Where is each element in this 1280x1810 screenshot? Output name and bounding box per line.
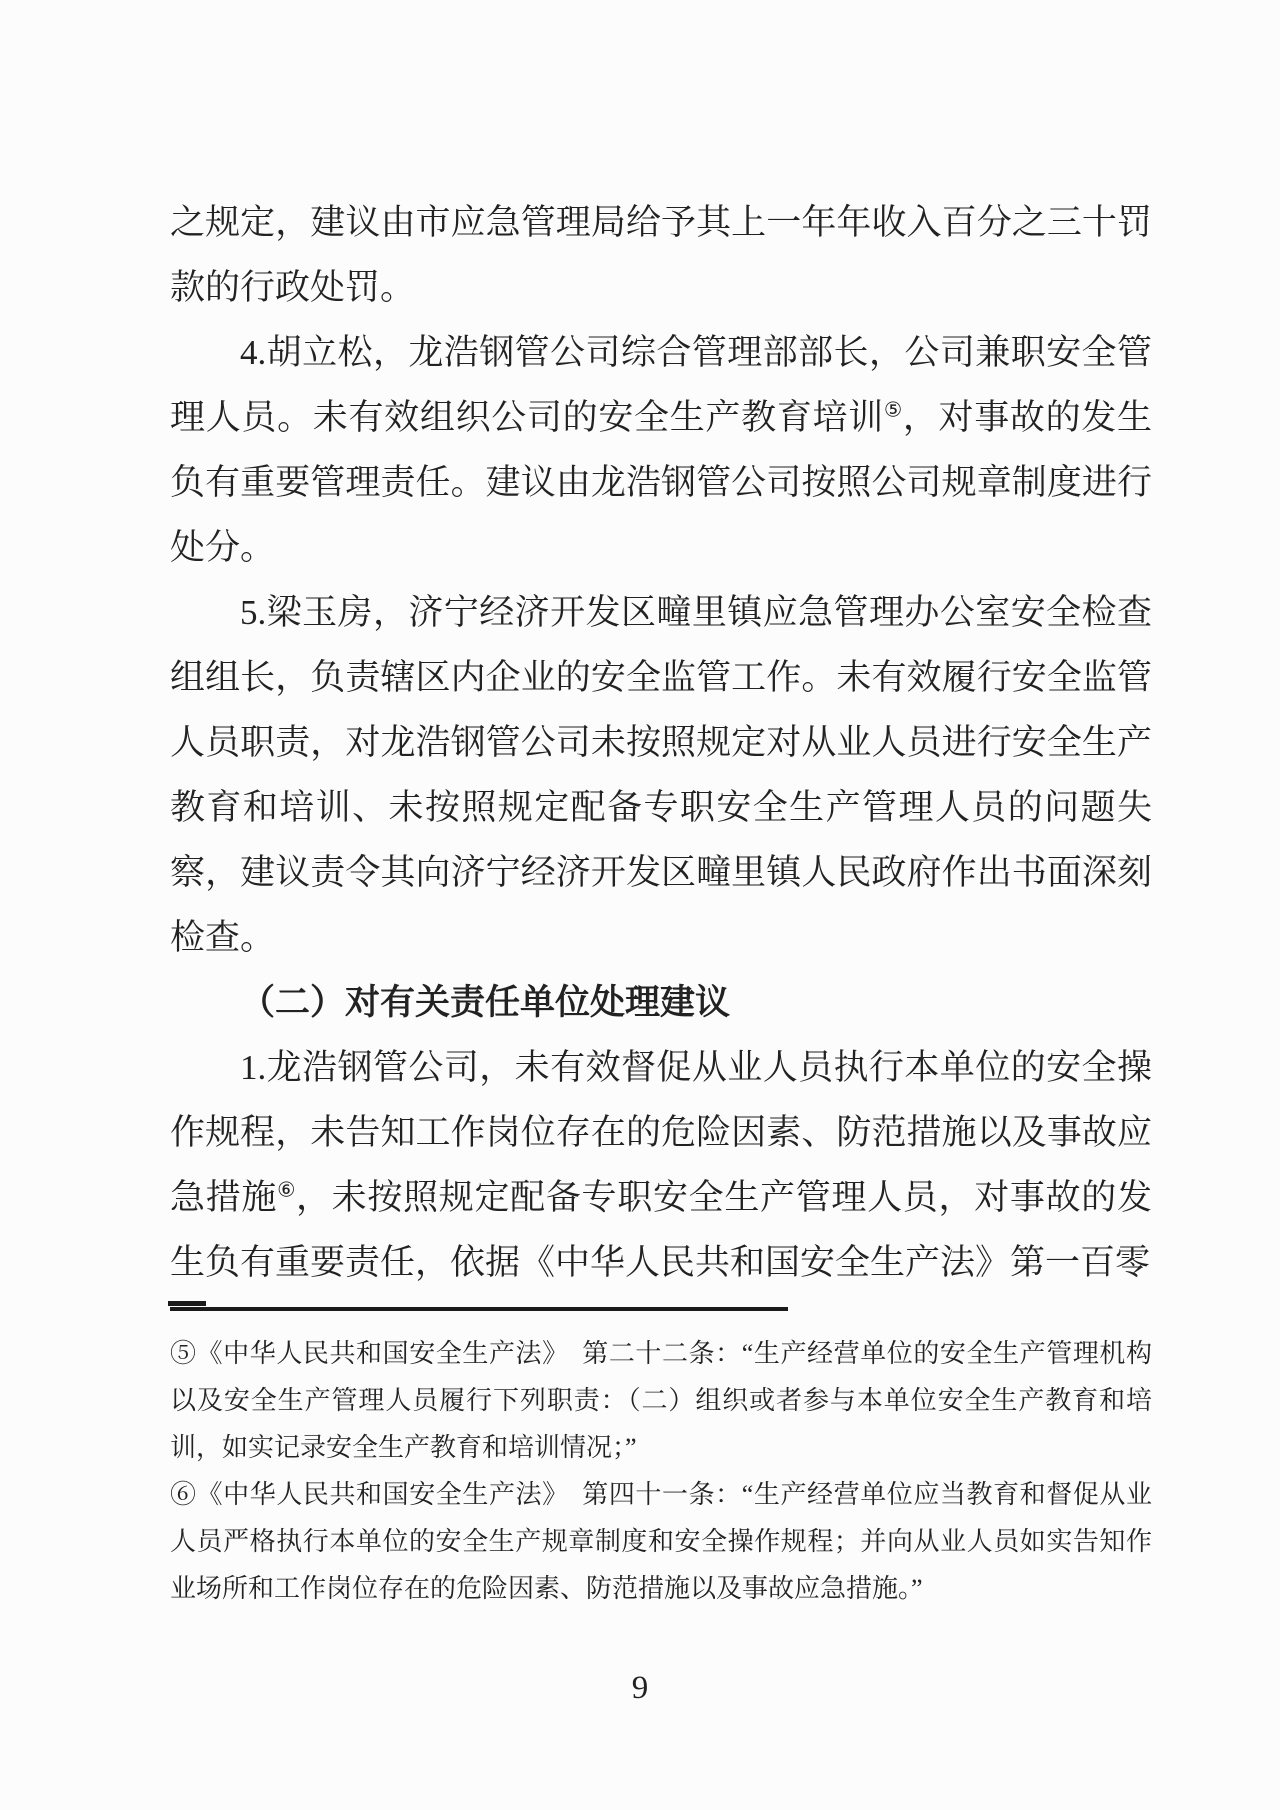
footnote: ⑤《中华人民共和国安全生产法》 第二十二条：“生产经营单位的安全生产管理机构以及安全生产管理人员履行下列职责：（二）组织或者参与本单位安全生产教育和培训，如实记录安全生产教育和培训情况；” bbox=[170, 1339, 1152, 1462]
paragraph: 5.梁玉房，济宁经济开发区疃里镇应急管理办公室安全检查组组长，负责辖区内企业的安全监管工作。未有效履行安全监管人员职责，对龙浩钢管公司未按照规定对从业人员进行安全生产教育和培训、未按照规定配备专职安全生产管理人员的问题失察，建议责令其向济宁经济开发区疃里镇人民政府作出书面深刻检查。 bbox=[170, 593, 1152, 957]
footnotes bbox=[170, 1330, 1152, 1612]
footnote-ref: ⑥ bbox=[277, 1179, 296, 1202]
paragraph: 之规定，建议由市应急管理局给予其上一年年收入百分之三十罚款的行政处罚。 bbox=[170, 203, 1152, 307]
footnote-separator-dash bbox=[168, 1301, 206, 1306]
footnote-ref: ⑤ bbox=[883, 399, 903, 422]
paragraph: 4.胡立松，龙浩钢管公司综合管理部部长，公司兼职安全管理人员。未有效组织公司的安全生产教育培训⑤，对事故的发生负有重要管理责任。建议由龙浩钢管公司按照公司规章制度进行处分。 bbox=[170, 333, 1152, 567]
paragraph: 1.龙浩钢管公司，未有效督促从业人员执行本单位的安全操作规程，未告知工作岗位存在的危险因素、防范措施以及事故应急措施⑥，未按照规定配备专职安全生产管理人员，对事故的发生负有重要责任，依据《中华人民共和国安全生产法》第一百零 bbox=[170, 1048, 1152, 1282]
body-text bbox=[170, 190, 1152, 1295]
footnote: ⑥《中华人民共和国安全生产法》 第四十一条：“生产经营单位应当教育和督促从业人员严格执行本单位的安全生产规章制度和安全操作规程；并向从业人员如实告知作业场所和工作岗位存在的危险因素、防范措施以及事故应急措施。” bbox=[170, 1480, 1152, 1603]
page-number: 9 bbox=[631, 1670, 649, 1706]
footnote-separator bbox=[170, 1307, 788, 1311]
section-heading: （二）对有关责任单位处理建议 bbox=[240, 983, 731, 1022]
